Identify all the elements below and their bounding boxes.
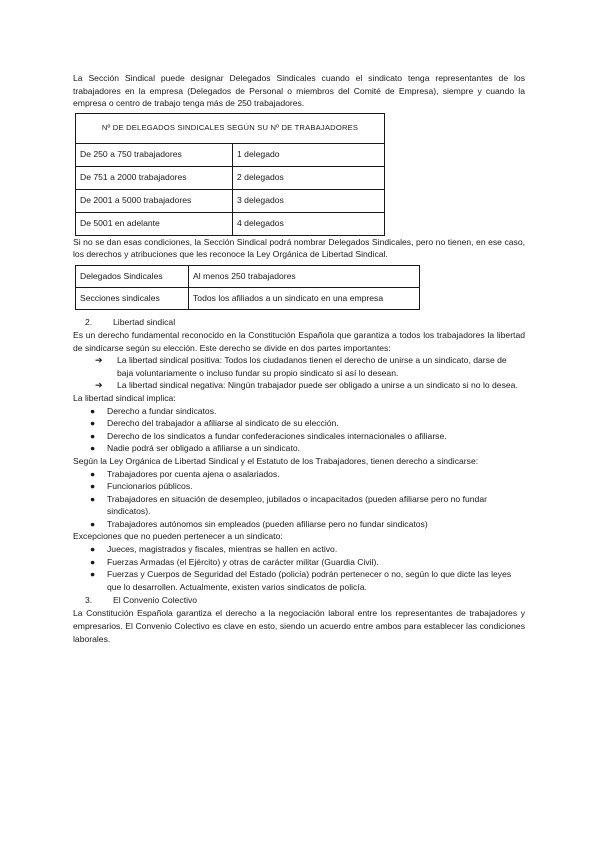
bullet-icon: ● xyxy=(90,430,96,441)
delegates-count-cell: 2 delegados xyxy=(233,166,385,189)
law-list xyxy=(73,468,525,531)
list-item-text: Derecho del trabajador a afiliarse al sindicato de su elección. xyxy=(107,418,339,429)
section-2-title: Libertad sindical xyxy=(113,316,176,327)
list-item-text: La libertad sindical positiva: Todos los ciudadanos tienen el derecho de unirse a un sindicato, darse de baja voluntariamente o incluso fundar su propio sindicato si así lo desean. xyxy=(117,355,507,378)
intro-paragraph: La Sección Sindical puede designar Delegados Sindicales cuando el sindicato tenga representantes de los trabajadores en la empresa (Delegados de Personal o miembros del Comité de Empresa), siempre y cuando la empresa o centro de trabajo tenga más de 250 trabajadores. xyxy=(73,73,525,109)
bullet-icon: ● xyxy=(90,518,96,529)
list-item xyxy=(73,568,525,593)
bullet-icon: ● xyxy=(90,569,96,580)
section-2-number: 2. xyxy=(85,316,93,327)
implies-list xyxy=(73,405,525,455)
list-item-text: Derecho a fundar sindicatos. xyxy=(107,405,217,416)
list-item xyxy=(73,430,525,443)
section-3-title: El Convenio Colectivo xyxy=(113,595,198,606)
list-item xyxy=(73,493,525,518)
table-row xyxy=(76,265,420,287)
list-item-text: La libertad sindical negativa: Ningún trabajador puede ser obligado a unirse a un sindicato si no lo desea. xyxy=(117,380,518,391)
summary-label-cell: Secciones sindicales xyxy=(76,287,189,309)
summary-label-cell: Delegados Sindicales xyxy=(76,265,189,287)
list-item xyxy=(73,518,525,531)
list-item-text: Funcionarios públicos. xyxy=(107,481,193,492)
list-item xyxy=(73,442,525,455)
bullet-icon: ● xyxy=(90,405,96,416)
section-3-paragraph: La Constitución Española garantiza el derecho a la negociación laboral entre los representantes de trabajadores y empresarios. El Convenio Colectivo es clave en esto, siendo un acuerdo entre ambos para establecer las condiciones laborales. xyxy=(73,608,525,644)
table-row xyxy=(76,287,420,309)
law-label: Según la Ley Orgánica de Libertad Sindical y el Estatuto de los Trabajadores, tienen derecho a sindicarse: xyxy=(73,455,479,466)
list-item-text: Trabajadores en situación de desempleo, jubilados o incapacitados (pueden afiliarse pero no fundar sindicatos). xyxy=(107,493,487,517)
bullet-icon: ● xyxy=(90,468,96,479)
delegates-count-cell: 4 delegados xyxy=(233,212,385,235)
list-item xyxy=(73,417,525,430)
list-item xyxy=(73,379,525,392)
after-table-paragraph: Si no se dan esas condiciones, la Sección Sindical podrá nombrar Delegados Sindicales, pero no tienen, en ese caso, los derechos y atribuciones que les reconoce la Ley Orgánica de Libertad Sindical. xyxy=(73,236,525,260)
delegates-count-cell: 1 delegado xyxy=(233,143,385,166)
bullet-icon: ● xyxy=(90,556,96,567)
bullet-icon: ● xyxy=(90,418,96,429)
table-row xyxy=(76,189,385,212)
list-item-text: Fuerzas y Cuerpos de Seguridad del Estado (policía) podrán pertenecer o no, según lo que dicte las leyes que lo desarrollen. Actualmente, existen varios sindicatos de policía. xyxy=(107,569,512,592)
section-3-number: 3. xyxy=(85,595,93,606)
list-item-text: Fuerzas Armadas (el Ejército) y otras de carácter militar (Guardia Civil). xyxy=(107,556,379,567)
exceptions-label: Excepciones que no pueden pertenecer a un sindicato: xyxy=(73,531,283,542)
list-item-text: Jueces, magistrados y fiscales, mientras se hallen en activo. xyxy=(107,544,338,555)
bullet-icon: ● xyxy=(90,544,96,555)
freedom-types-list xyxy=(73,354,525,392)
delegates-range-cell: De 250 a 750 trabajadores xyxy=(76,143,233,166)
list-item-text: Nadie podrá ser obligado a afiliarse a un sindicato. xyxy=(107,443,301,454)
summary-value-cell: Todos los afiliados a un sindicato en una empresa xyxy=(189,287,420,309)
list-item xyxy=(73,556,525,569)
table-row xyxy=(76,212,385,235)
section-2-heading xyxy=(73,316,525,329)
implies-label: La libertad sindical implica: xyxy=(73,392,176,403)
delegates-range-cell: De 5001 en adelante xyxy=(76,212,233,235)
list-item-text: Derecho de los sindicatos a fundar confederaciones sindicales internacionales o afiliarse. xyxy=(107,430,447,441)
list-item xyxy=(73,480,525,493)
list-item xyxy=(73,405,525,418)
document-page xyxy=(73,72,525,645)
table-row xyxy=(76,166,385,189)
bullet-icon: ● xyxy=(90,443,96,454)
list-item-text: Trabajadores por cuenta ajena o asalariados. xyxy=(107,468,280,479)
list-item xyxy=(73,354,525,379)
delegates-table xyxy=(75,113,385,236)
delegates-table-header: Nº DE DELEGADOS SINDICALES SEGÚN SU Nº DE TRABAJADORES xyxy=(76,113,385,143)
section-2-paragraph: Es un derecho fundamental reconocido en la Constitución Española que garantiza a todos los trabajadores la libertad de sindicarse según su elección. Este derecho se divide en dos partes importantes: xyxy=(73,329,525,353)
bullet-icon: ● xyxy=(90,493,96,504)
arrow-icon: ➔ xyxy=(95,380,103,391)
table-row xyxy=(76,143,385,166)
delegates-table-header-row xyxy=(76,113,385,143)
section-3-heading xyxy=(73,594,525,607)
list-item xyxy=(73,468,525,481)
exceptions-list xyxy=(73,543,525,593)
delegates-range-cell: De 2001 a 5000 trabajadores xyxy=(76,189,233,212)
summary-value-cell: Al menos 250 trabajadores xyxy=(189,265,420,287)
list-item-text: Trabajadores autónomos sin empleados (pueden afiliarse pero no fundar sindicatos) xyxy=(107,518,428,529)
delegates-range-cell: De 751 a 2000 trabajadores xyxy=(76,166,233,189)
arrow-icon: ➔ xyxy=(95,355,103,366)
delegates-count-cell: 3 delegados xyxy=(233,189,385,212)
summary-table xyxy=(75,265,420,310)
bullet-icon: ● xyxy=(90,481,96,492)
list-item xyxy=(73,543,525,556)
